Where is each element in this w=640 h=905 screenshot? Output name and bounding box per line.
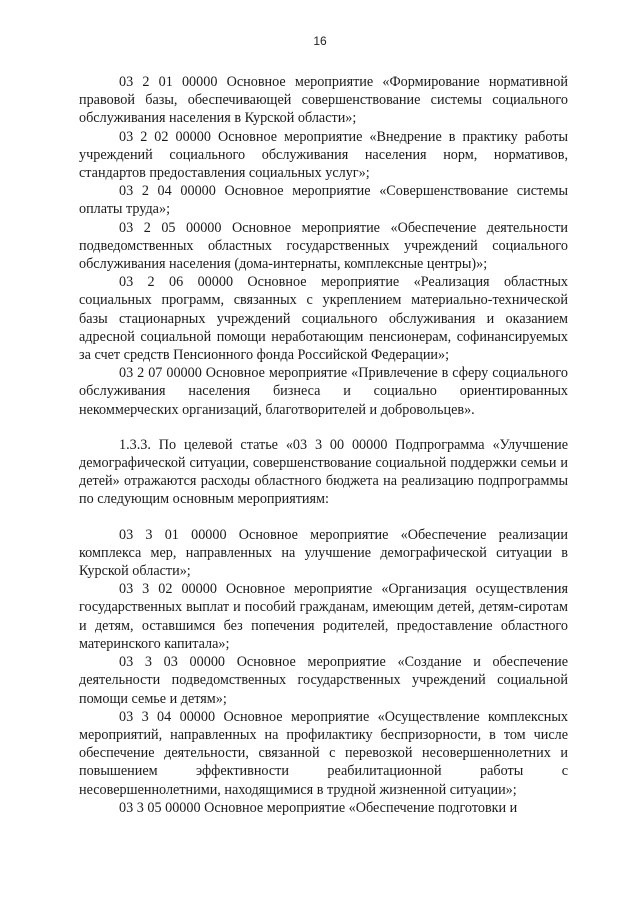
paragraph-spacer [79, 509, 568, 526]
page-number: 16 [313, 34, 327, 48]
paragraph-activity-03-2-06: 03 2 06 00000 Основное мероприятие «Реализация областных социальных программ, связанных с укреплением материально-технической базы стационарных учреждений социального обслуживания и оказанием адресной социальной помощи неработающим пенсионерам, софинансируемых за счет средств Пенсионного фонда Российской Федерации»; [79, 274, 568, 364]
paragraph-activity-03-2-07: 03 2 07 00000 Основное мероприятие «Привлечение в сферу социального обслуживания населения бизнеса и социально ориентированных некоммерческих организаций, благотворителей и добровольцев». [79, 365, 568, 418]
paragraph-activity-03-2-01: 03 2 01 00000 Основное мероприятие «Формирование нормативной правовой базы, обеспечивающей совершенствование системы социального обслуживания населения в Курской области»; [79, 74, 568, 127]
paragraph-activity-03-2-04: 03 2 04 00000 Основное мероприятие «Совершенствование системы оплаты труда»; [79, 183, 568, 218]
paragraph-activity-03-2-02: 03 2 02 00000 Основное мероприятие «Внедрение в практику работы учреждений социального обслуживания населения норм, нормативов, стандартов предоставления социальных услуг»; [79, 128, 568, 182]
document-body [79, 73, 568, 817]
paragraph-activity-03-3-04: 03 3 04 00000 Основное мероприятие «Осуществление комплексных мероприятий, направленных на профилактику беспризорности, в том числе обеспечение деятельности, связанной с перевозкой несовершеннолетних и повышением эффективности реабилитационной работы с несовершеннолетними, находящимися в трудной жизненной ситуации»; [79, 708, 568, 798]
paragraph-activity-03-3-05: 03 3 05 00000 Основное мероприятие «Обеспечение подготовки и [119, 799, 518, 816]
paragraph-activity-03-3-01: 03 3 01 00000 Основное мероприятие «Обеспечение реализации комплекса мер, направленных на улучшение демографической ситуации в Курской области»; [79, 526, 568, 580]
paragraph-section-1-3-3: 1.3.3. По целевой статье «03 3 00 00000 Подпрограмма «Улучшение демографической ситуации, совершенствование социальной поддержки семьи и детей» отражаются расходы областного бюджета на реализацию подпрограммы по следующим основным мероприятиям: [79, 436, 568, 508]
paragraph-activity-03-2-05: 03 2 05 00000 Основное мероприятие «Обеспечение деятельности подведомственных областных государственных учреждений социального обслуживания населения (дома-интернаты, комплексные центры)»; [79, 219, 568, 273]
paragraph-activity-03-3-03: 03 3 03 00000 Основное мероприятие «Создание и обеспечение деятельности подведомственных государственных учреждений социальной помощи семье и детям»; [79, 654, 568, 707]
paragraph-spacer [79, 419, 568, 436]
paragraph-activity-03-3-02: 03 3 02 00000 Основное мероприятие «Организация осуществления государственных выплат и пособий гражданам, имеющим детей, детям-сиротам и детям, оставшимся без попечения родителей, предоставление областного материнского капитала»; [79, 581, 568, 652]
